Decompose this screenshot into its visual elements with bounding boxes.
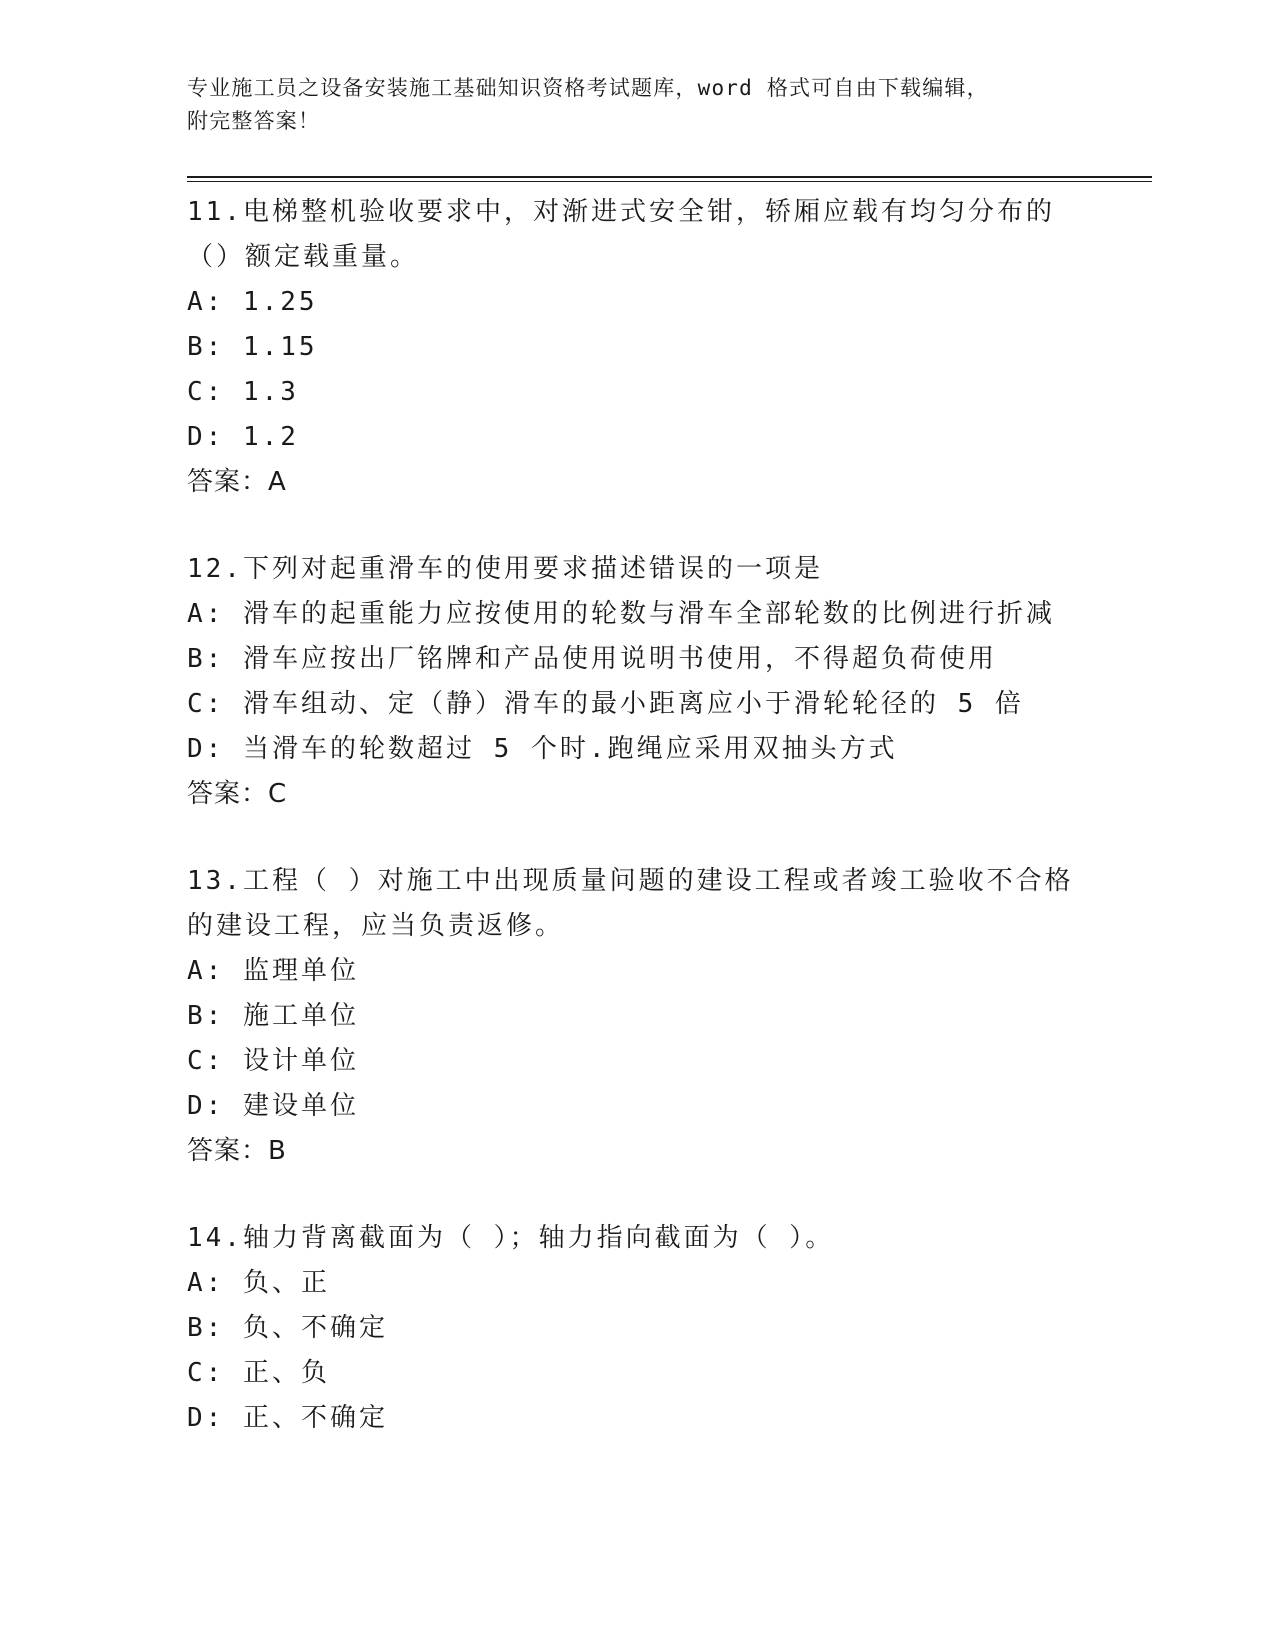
question-list xyxy=(187,190,1097,1483)
option-a: A: 监理单位 xyxy=(187,956,359,986)
option-c: C: 正、负 xyxy=(187,1358,330,1388)
option-b: B: 1.15 xyxy=(187,332,318,362)
option-b: B: 滑车应按出厂铭牌和产品使用说明书使用，不得超负荷使用 xyxy=(187,644,997,674)
option-a: A: 1.25 xyxy=(187,287,318,317)
question-11 xyxy=(187,190,1097,505)
answer: 答案：A xyxy=(187,467,287,497)
option-c: C: 设计单位 xyxy=(187,1046,359,1076)
header-line-2: 附完整答案！ xyxy=(187,109,321,133)
question-text: 12.下列对起重滑车的使用要求描述错误的一项是 xyxy=(187,554,823,584)
question-14 xyxy=(187,1216,1097,1441)
option-c: C: 滑车组动、定（静）滑车的最小距离应小于滑轮轮径的 5 倍 xyxy=(187,689,1024,719)
question-text: 13.工程（ ）对施工中出现质量问题的建设工程或者竣工验收不合格的建设工程，应当负责返修。 xyxy=(187,866,1074,941)
option-c: C: 1.3 xyxy=(187,377,299,407)
answer: 答案：C xyxy=(187,779,288,809)
question-12 xyxy=(187,547,1097,817)
header-divider-thin xyxy=(187,181,1152,182)
option-a: A: 滑车的起重能力应按使用的轮数与滑车全部轮数的比例进行折减 xyxy=(187,599,1055,629)
option-b: B: 负、不确定 xyxy=(187,1313,388,1343)
header-line-1: 专业施工员之设备安装施工基础知识资格考试题库，word 格式可自由下载编辑， xyxy=(187,76,989,100)
answer: 答案：B xyxy=(187,1136,287,1166)
option-d: D: 1.2 xyxy=(187,422,299,452)
question-13 xyxy=(187,859,1097,1174)
option-a: A: 负、正 xyxy=(187,1268,330,1298)
option-d: D: 当滑车的轮数超过 5 个时.跑绳应采用双抽头方式 xyxy=(187,734,898,764)
option-b: B: 施工单位 xyxy=(187,1001,359,1031)
option-d: D: 建设单位 xyxy=(187,1091,359,1121)
document-header xyxy=(187,72,1067,138)
question-text: 14.轴力背离截面为（ ）；轴力指向截面为（ ）。 xyxy=(187,1223,835,1253)
option-d: D: 正、不确定 xyxy=(187,1403,388,1433)
header-divider-thick xyxy=(187,176,1152,178)
question-text: 11.电梯整机验收要求中，对渐进式安全钳，轿厢应载有均匀分布的（）额定载重量。 xyxy=(187,197,1055,272)
